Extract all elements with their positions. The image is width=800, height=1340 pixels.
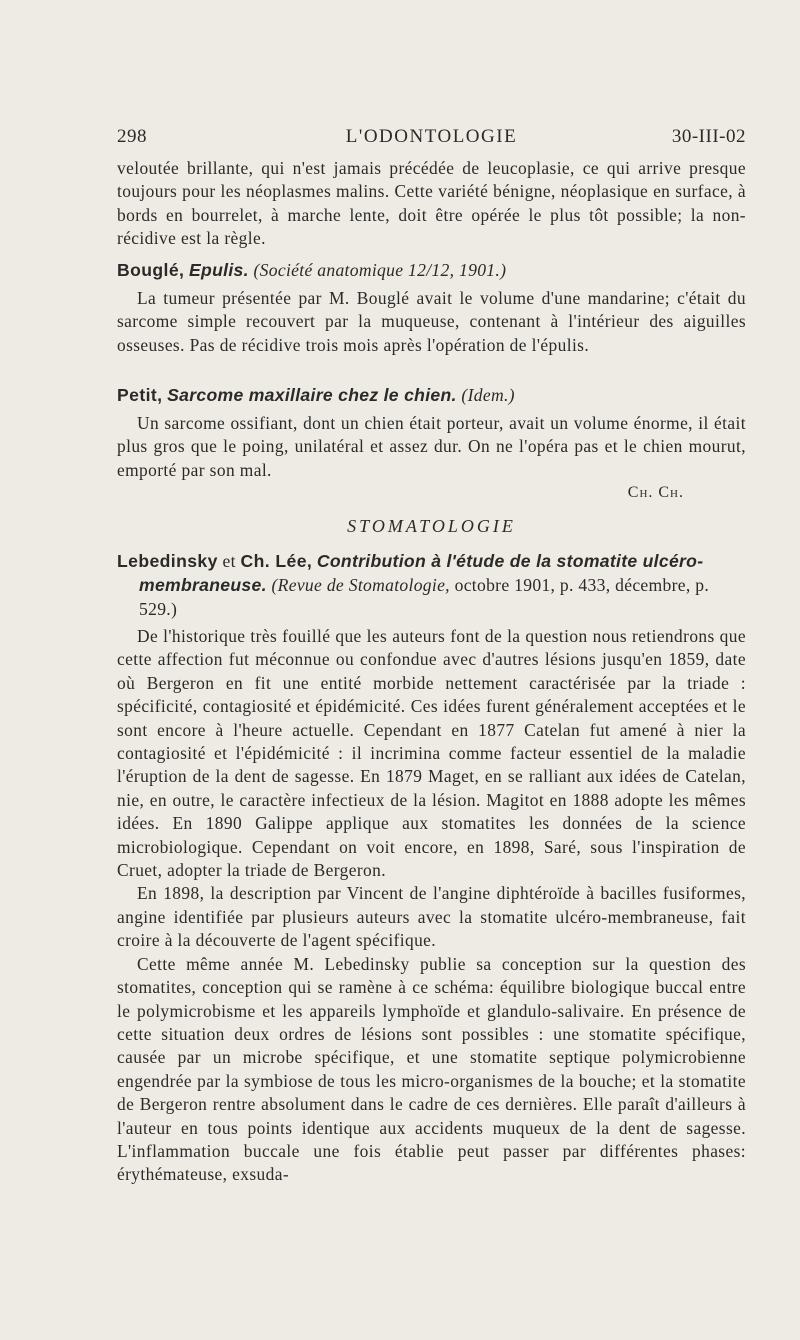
signature: Ch. Ch. bbox=[627, 484, 684, 502]
section-title: STOMATOLOGIE bbox=[347, 516, 516, 536]
entry-body: Un sarcome ossifiant, dont un chien était porteur, avait un volume énorme, il était plus gros que le poing, unilatéral et assez dur. On ne l'opéra pas et le chien mourut, emporté par son mal. bbox=[117, 413, 746, 480]
entry-author: Bouglé, bbox=[117, 260, 185, 280]
entry-lebedinsky bbox=[117, 549, 746, 1187]
entry-source: (Société anatomique 12/12, 1901.) bbox=[253, 260, 507, 280]
body-paragraph-2: En 1898, la description par Vincent de l'angine diphtéroïde à bacilles fusiformes, angine identifiée par plusieurs auteurs avec la stomatite ulcéro-membraneuse, fait croire à la découverte de l'agent spécifique. bbox=[117, 883, 746, 951]
entry-title: Sarcome maxillaire chez le chien. bbox=[167, 385, 457, 405]
page-number: 298 bbox=[117, 126, 147, 147]
entry-heading bbox=[117, 549, 746, 621]
entry-heading bbox=[117, 383, 746, 407]
entry-title: Contribution à l'étude de la stomatite ulcéro-membraneuse. bbox=[139, 551, 704, 595]
running-header bbox=[117, 126, 746, 148]
entry-author-1: Lebedinsky bbox=[117, 551, 218, 571]
body-paragraph-1: De l'historique très fouillé que les auteurs font de la question nous retiendrons que cette affection fut méconnue ou confondue avec d'autres lésions jusqu'en 1859, date où Bergeron en fit une entité morbide nettement caractérisée par la triade : spécificité, contagiosité et épidémicité. Ces idées furent généralement acceptées et le sont encore à l'heure actuelle. Cependant en 1877 Catelan fut amené à nier la contagiosité et l'épidémicité : il incrimina comme facteur essentiel de la maladie l'éruption de la dent de sagesse. En 1879 Maget, en se ralliant aux idées de Catelan, nie, en outre, le caractère infectieux de la lésion. Magitot en 1888 adopte les mêmes idées. En 1890 Galippe applique aux stomatites les données de la science microbiologique. Cependant on voit encore, en 1898, Saré, sous l'inspiration de Cruet, adopter la triade de Bergeron. bbox=[117, 626, 746, 881]
entry-author-2: Ch. Lée, bbox=[240, 551, 313, 571]
entry-body: La tumeur présentée par M. Bouglé avait le volume d'une mandarine; c'était du sarcome simple recouvert par la muqueuse, contenant à l'intérieur des aiguilles osseuses. Pas de récidive trois mois après l'opération de l'épulis. bbox=[117, 288, 746, 355]
entry-bougle bbox=[117, 258, 746, 357]
entry-heading bbox=[117, 258, 746, 282]
issue-date: 30-III-02 bbox=[671, 126, 746, 147]
entry-conjunction: et bbox=[222, 551, 236, 571]
entry-author: Petit, bbox=[117, 385, 163, 405]
entry-title: Epulis. bbox=[189, 260, 249, 280]
entry-source: (Idem.) bbox=[461, 385, 515, 405]
running-title: L'ODONTOLOGIE bbox=[345, 126, 518, 147]
entry-petit bbox=[117, 383, 746, 502]
entry-source: (Revue de Stomatologie, bbox=[271, 575, 450, 595]
body-paragraph-3: Cette même année M. Lebedinsky publie sa conception sur la question des stomatites, conception qui se ramène à ce schéma: équilibre biologique buccal entre le polymicrobisme et les appareils lymphoïde et glandulo-salivaire. En présence de cette situation deux ordres de lésions sont possibles : une stomatite spécifique, causée par un microbe spécifique, et une stomatite septique polymicrobienne engendrée par la symbiose de tous les micro-organismes de la bouche; et la stomatite de Bergeron rentre absolument dans le cadre de ces dernières. Elle paraît d'ailleurs à l'auteur en tous points identique aux accidents muqueux de la dent de sagesse. L'inflammation buccale une fois établie peut passer par différentes phases: érythémateuse, exsuda- bbox=[117, 953, 746, 1185]
entry-source-rest: octobre 1901, p. 433, décembre, p. 529.) bbox=[139, 575, 710, 619]
intro-paragraph: veloutée brillante, qui n'est jamais précédée de leucoplasie, ce qui arrive presque toujours pour les néoplasmes malins. Cette variété bénigne, néoplasique en surface, à bords en bourrelet, à marche lente, doit être opérée le plus tôt possible; la non-récidive est la règle. bbox=[117, 158, 746, 249]
intro-paragraph-block bbox=[117, 157, 746, 251]
